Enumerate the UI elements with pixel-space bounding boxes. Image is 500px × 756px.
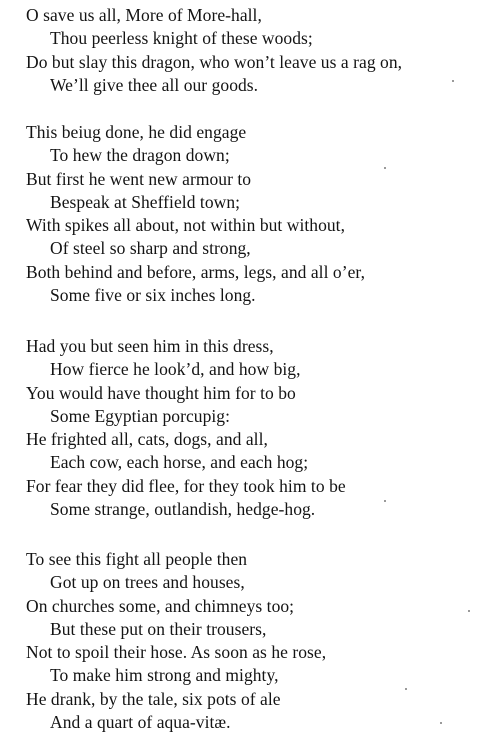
poem-line: But these put on their trousers,: [50, 618, 267, 639]
poem-line: You would have thought him for to bo: [26, 382, 296, 403]
poem-line: How fierce he look’d, and how big,: [50, 359, 301, 380]
poem-line: Some Egyptian porcupig:: [50, 405, 231, 426]
poem-line: For fear they did flee, for they took him to be: [26, 475, 346, 496]
poem-line: This beiug done, he did engage: [26, 122, 247, 142]
poem-line: Some strange, outlandish, hedge-hog.: [50, 499, 316, 520]
poem-line: Some five or six inches long.: [50, 285, 256, 306]
scan-speck: [440, 722, 442, 724]
poem-line: Bespeak at Sheffield town;: [50, 191, 241, 212]
poem-line: Thou peerless knight of these woods;: [50, 28, 313, 49]
stanza-1: [26, 4, 496, 97]
poem-line: On churches some, and chimneys too;: [26, 595, 295, 616]
stanza-2: [26, 121, 496, 307]
poem-line: Each cow, each horse, and each hog;: [50, 452, 309, 473]
poem-line: He drank, by the tale, six pots of ale: [26, 688, 281, 709]
poem-line: To make him strong and mighty,: [50, 665, 279, 686]
poem-line: Had you but seen him in this dress,: [26, 336, 274, 356]
scan-speck: [384, 167, 386, 169]
stanza-4: [26, 548, 496, 734]
scan-speck: [384, 500, 386, 502]
poem-line: Of steel so sharp and strong,: [50, 238, 251, 259]
poem-line: Not to spoil their hose. As soon as he rose,: [26, 642, 327, 663]
poem-line: Got up on trees and houses,: [50, 572, 245, 593]
scan-speck: [452, 80, 454, 82]
poem-line: Do but slay this dragon, who won’t leave us a rag on,: [26, 51, 403, 72]
poem-line: We’ll give thee all our goods.: [50, 74, 259, 95]
poem-line: And a quart of aqua-vitæ.: [50, 712, 231, 733]
poem-line: He frighted all, cats, dogs, and all,: [26, 429, 268, 450]
poem-line: To see this fight all people then: [26, 549, 248, 569]
poem-line: But first he went new armour to: [26, 168, 252, 189]
scan-speck: [405, 688, 407, 690]
stanza-3: [26, 335, 496, 521]
poem-line: With spikes all about, not within but without,: [26, 215, 346, 236]
poem-line: Both behind and before, arms, legs, and all o’er,: [26, 261, 366, 282]
scan-speck: [468, 610, 470, 612]
poem-line: O save us all, More of More-hall,: [26, 5, 262, 25]
poem-line: To hew the dragon down;: [50, 145, 230, 166]
